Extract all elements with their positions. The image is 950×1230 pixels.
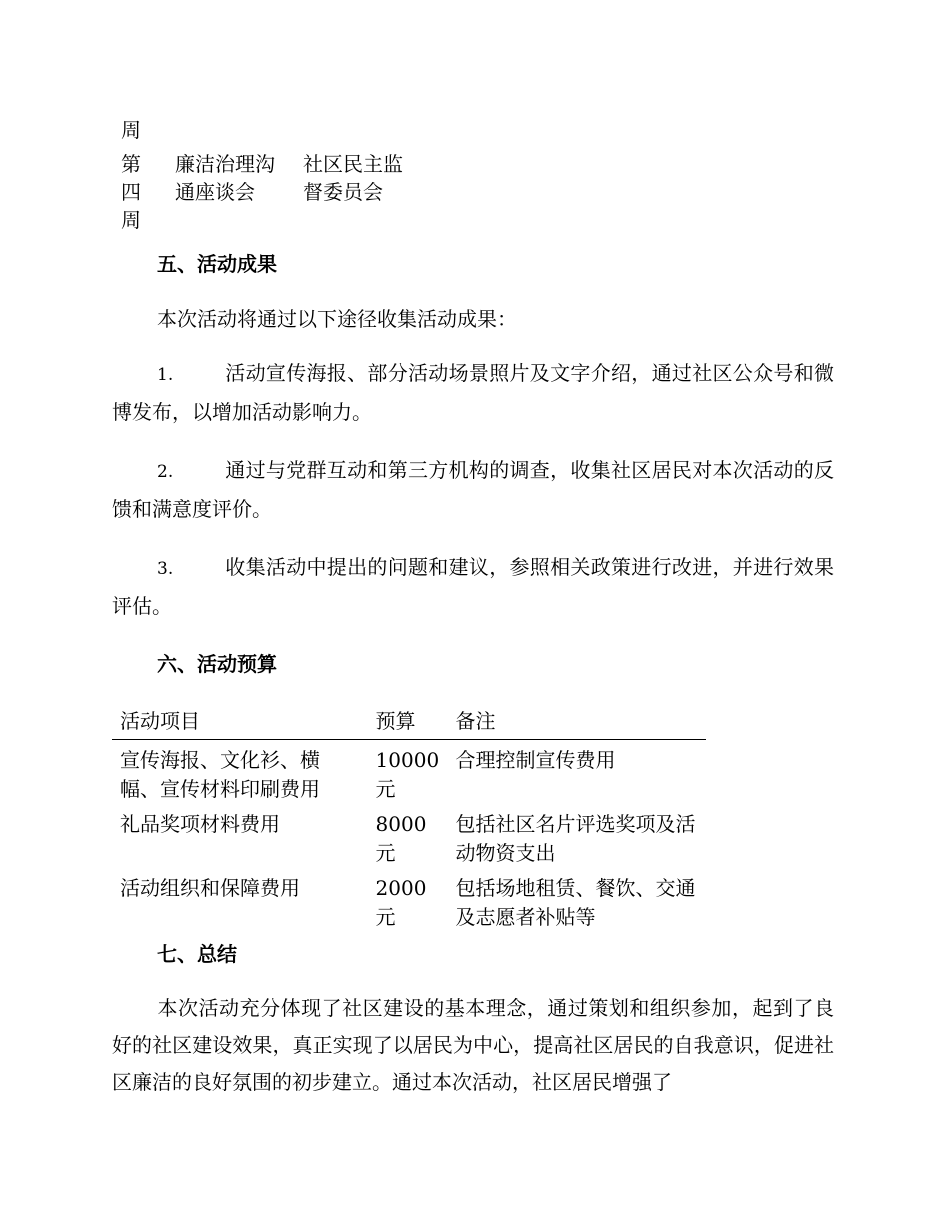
results-item-1: 1. 活动宣传海报、部分活动场景照片及文字介绍，通过社区公众号和微博发布，以增加活动影响力。 xyxy=(112,355,834,431)
schedule-organizer-cell: 社区民主监 督委员会 xyxy=(303,152,403,204)
results-intro: 本次活动将通过以下途径收集活动成果： xyxy=(157,307,517,331)
section-heading-summary: 七、总结 xyxy=(157,942,237,966)
cell-item: 礼品奖项材料费用 xyxy=(120,812,280,836)
cell-budget: 10000元 xyxy=(375,748,440,801)
cell-item: 活动组织和保障费用 xyxy=(120,876,300,900)
results-item-2: 2. 通过与党群互动和第三方机构的调查，收集社区居民对本次活动的反馈和满意度评价。 xyxy=(112,452,834,528)
section-heading-budget: 六、活动预算 xyxy=(157,652,277,676)
cell-notes: 合理控制宣传费用 xyxy=(455,748,616,772)
list-number: 2. xyxy=(157,462,174,482)
results-item-3: 3. 收集活动中提出的问题和建议，参照相关政策进行改进，并进行效果评估。 xyxy=(112,549,834,625)
schedule-activity-cell: 廉洁治理沟 通座谈会 xyxy=(175,152,275,204)
cell-item: 宣传海报、文化衫、横幅、宣传材料印刷费用 xyxy=(120,748,320,801)
schedule-week-cell: 第 四 周 xyxy=(121,152,141,232)
cell-budget: 2000元 xyxy=(375,876,427,929)
table-row xyxy=(112,804,706,868)
section-heading-results: 五、活动成果 xyxy=(157,252,277,276)
cell-budget: 8000元 xyxy=(375,812,427,865)
list-number: 3. xyxy=(157,559,174,579)
col-header-budget: 预算 xyxy=(368,705,448,740)
table-row xyxy=(112,868,706,932)
budget-table xyxy=(112,705,706,932)
budget-table-header xyxy=(112,705,706,740)
summary-paragraph: 本次活动充分体现了社区建设的基本理念，通过策划和组织参加，起到了良好的社区建设效果，真正实现了以居民为中心，提高社区居民的自我意识，促进社区廉洁的良好氛围的初步建立。通过本次活动，社区居民增强了 xyxy=(112,996,834,1094)
cell-notes: 包括场地租赁、餐饮、交通及志愿者补贴等 xyxy=(455,876,696,929)
col-header-item: 活动项目 xyxy=(112,705,368,740)
schedule-prev-week-tail: 周 xyxy=(121,118,141,142)
cell-notes: 包括社区名片评选奖项及活动物资支出 xyxy=(455,812,696,865)
col-header-notes: 备注 xyxy=(448,705,706,740)
table-row xyxy=(112,740,706,805)
list-number: 1. xyxy=(157,365,174,385)
